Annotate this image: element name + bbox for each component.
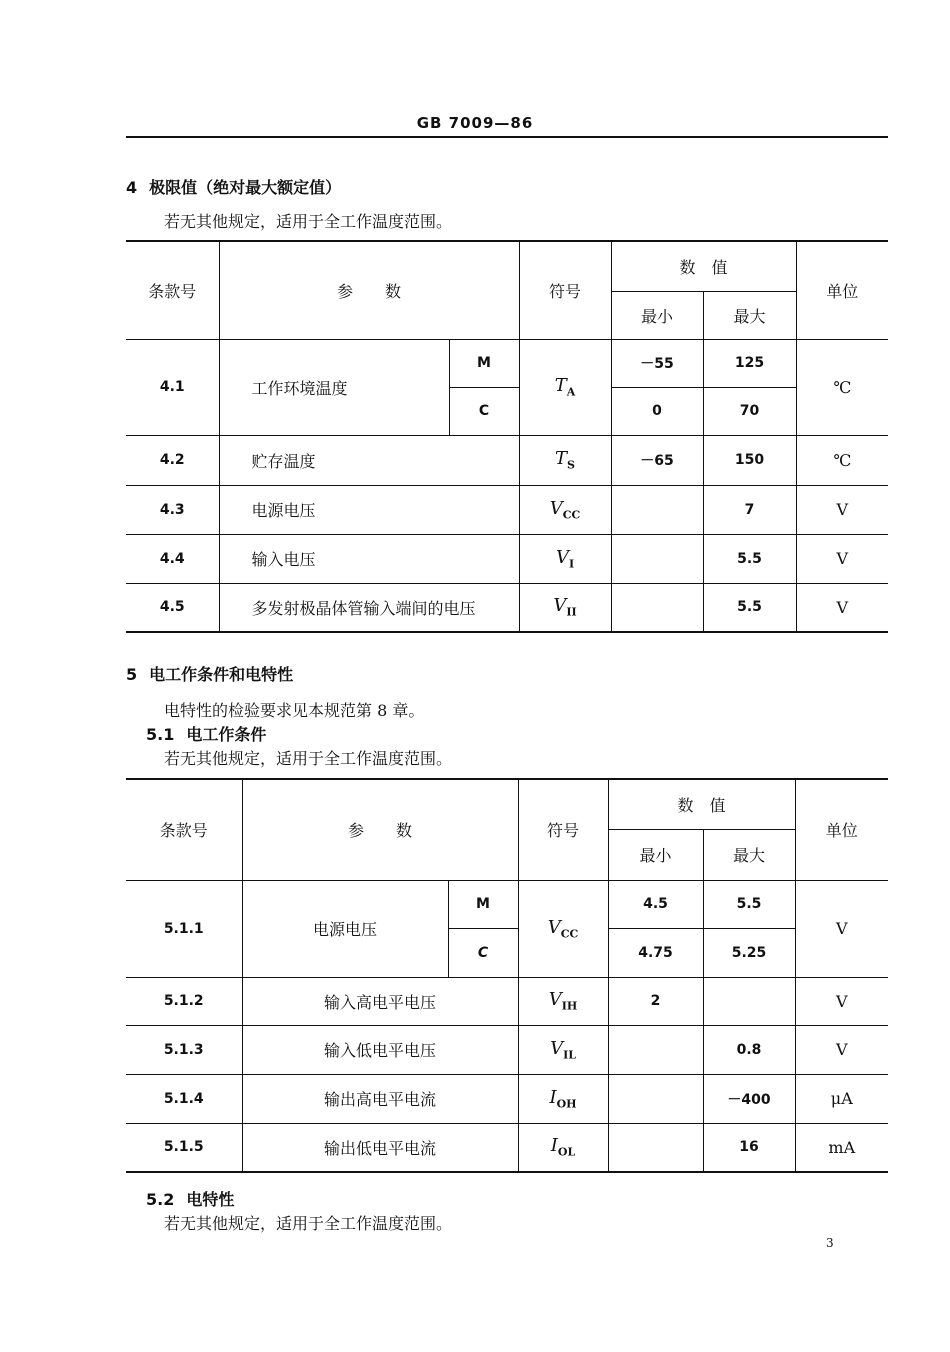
header-clause: 条款号 [126, 241, 219, 339]
section-5-1-title: 电工作条件 [186, 725, 267, 744]
page-number: 3 [826, 1236, 834, 1250]
param-cell: 电源电压 [219, 485, 519, 534]
clause-cell: 4.3 [126, 485, 219, 534]
section-5-1-number: 5.1 [146, 725, 175, 744]
max-cell: 0.8 [703, 1025, 795, 1074]
standard-code-header: GB 7009—86 [416, 114, 534, 132]
grade-cell: C [448, 928, 518, 977]
symbol-cell: $V_{IL}$ [518, 1025, 608, 1074]
param-cell: 输出低电平电流 [242, 1123, 518, 1172]
section-5-2-title: 电特性 [186, 1190, 235, 1209]
section-5-2-heading [146, 1187, 234, 1210]
max-cell: 7 [703, 485, 796, 534]
min-cell [611, 534, 703, 583]
param-cell: 输入电压 [219, 534, 519, 583]
grade-cell: C [449, 387, 519, 435]
header-param: 参 数 [219, 241, 519, 339]
clause-cell: 4.5 [126, 583, 219, 632]
section-5-note: 电特性的检验要求见本规范第 8 章。 [164, 701, 425, 720]
header-value: 数 值 [608, 779, 795, 829]
symbol-cell: $V_{CC}$ [518, 880, 608, 977]
header-param: 参 数 [242, 779, 518, 880]
min-cell: 0 [611, 387, 703, 435]
min-cell: 2 [608, 977, 703, 1025]
unit-cell: ℃ [796, 339, 888, 435]
section-5-heading [126, 662, 293, 685]
header-unit: 单位 [796, 241, 888, 339]
header-symbol: 符号 [518, 779, 608, 880]
clause-cell: 5.1.4 [126, 1074, 242, 1123]
header-max: 最大 [703, 829, 795, 880]
unit-cell: mA [795, 1123, 888, 1172]
max-cell: 5.5 [703, 534, 796, 583]
clause-cell: 5.1.5 [126, 1123, 242, 1172]
clause-cell: 4.4 [126, 534, 219, 583]
header-max: 最大 [703, 291, 796, 339]
min-cell [608, 1123, 703, 1172]
max-cell: 5.5 [703, 583, 796, 632]
min-cell: 4.5 [608, 880, 703, 928]
min-cell [608, 1025, 703, 1074]
unit-cell: V [796, 583, 888, 632]
param-cell: 多发射极晶体管输入端间的电压 [219, 583, 519, 632]
param-cell: 贮存温度 [219, 435, 519, 485]
symbol-cell: $I_{OH}$ [518, 1074, 608, 1123]
header-min: 最小 [608, 829, 703, 880]
operating-conditions-table [126, 778, 888, 1173]
max-cell: 16 [703, 1123, 795, 1172]
grade-cell: M [448, 880, 518, 928]
limits-table [126, 240, 888, 633]
section-4-heading [126, 175, 341, 198]
section-4-number: 4 [126, 178, 138, 197]
symbol-cell: $T_A$ [519, 339, 611, 435]
clause-cell: 4.2 [126, 435, 219, 485]
max-cell: －400 [703, 1074, 795, 1123]
header-rule [126, 136, 888, 138]
max-cell: 125 [703, 339, 796, 387]
symbol-cell: $V_I$ [519, 534, 611, 583]
grade-cell: M [449, 339, 519, 387]
clause-cell: 5.1.2 [126, 977, 242, 1025]
symbol-cell: $V_{II}$ [519, 583, 611, 632]
unit-cell: V [795, 880, 888, 977]
section-4-note: 若无其他规定，适用于全工作温度范围。 [164, 212, 453, 231]
symbol-cell: $V_{CC}$ [519, 485, 611, 534]
param-cell: 电源电压 [242, 880, 448, 977]
section-5-title: 电工作条件和电特性 [149, 665, 294, 684]
header-symbol: 符号 [519, 241, 611, 339]
param-cell: 工作环境温度 [219, 339, 449, 435]
max-cell: 5.5 [703, 880, 795, 928]
section-5-2-number: 5.2 [146, 1190, 175, 1209]
unit-cell: V [796, 534, 888, 583]
clause-cell: 4.1 [126, 339, 219, 435]
min-cell: －65 [611, 435, 703, 485]
section-5-1-note: 若无其他规定，适用于全工作温度范围。 [164, 749, 453, 768]
min-cell [611, 583, 703, 632]
unit-cell: V [795, 1025, 888, 1074]
section-5-number: 5 [126, 665, 138, 684]
unit-cell: V [795, 977, 888, 1025]
min-cell: －55 [611, 339, 703, 387]
header-unit: 单位 [795, 779, 888, 880]
min-cell [611, 485, 703, 534]
symbol-cell: $T_S$ [519, 435, 611, 485]
param-cell: 输入低电平电压 [242, 1025, 518, 1074]
section-5-2-note: 若无其他规定，适用于全工作温度范围。 [164, 1214, 453, 1233]
param-cell: 输入高电平电压 [242, 977, 518, 1025]
clause-cell: 5.1.3 [126, 1025, 242, 1074]
param-cell: 输出高电平电流 [242, 1074, 518, 1123]
symbol-cell: $I_{OL}$ [518, 1123, 608, 1172]
max-cell: 70 [703, 387, 796, 435]
max-cell [703, 977, 795, 1025]
symbol-cell: $V_{IH}$ [518, 977, 608, 1025]
section-5-1-heading [146, 722, 266, 745]
max-cell: 5.25 [703, 928, 795, 977]
unit-cell: V [796, 485, 888, 534]
clause-cell: 5.1.1 [126, 880, 242, 977]
unit-cell: μA [795, 1074, 888, 1123]
min-cell [608, 1074, 703, 1123]
section-4-title: 极限值（绝对最大额定值） [149, 178, 342, 197]
unit-cell: ℃ [796, 435, 888, 485]
header-clause: 条款号 [126, 779, 242, 880]
header-min: 最小 [611, 291, 703, 339]
max-cell: 150 [703, 435, 796, 485]
min-cell: 4.75 [608, 928, 703, 977]
header-value: 数 值 [611, 241, 796, 291]
